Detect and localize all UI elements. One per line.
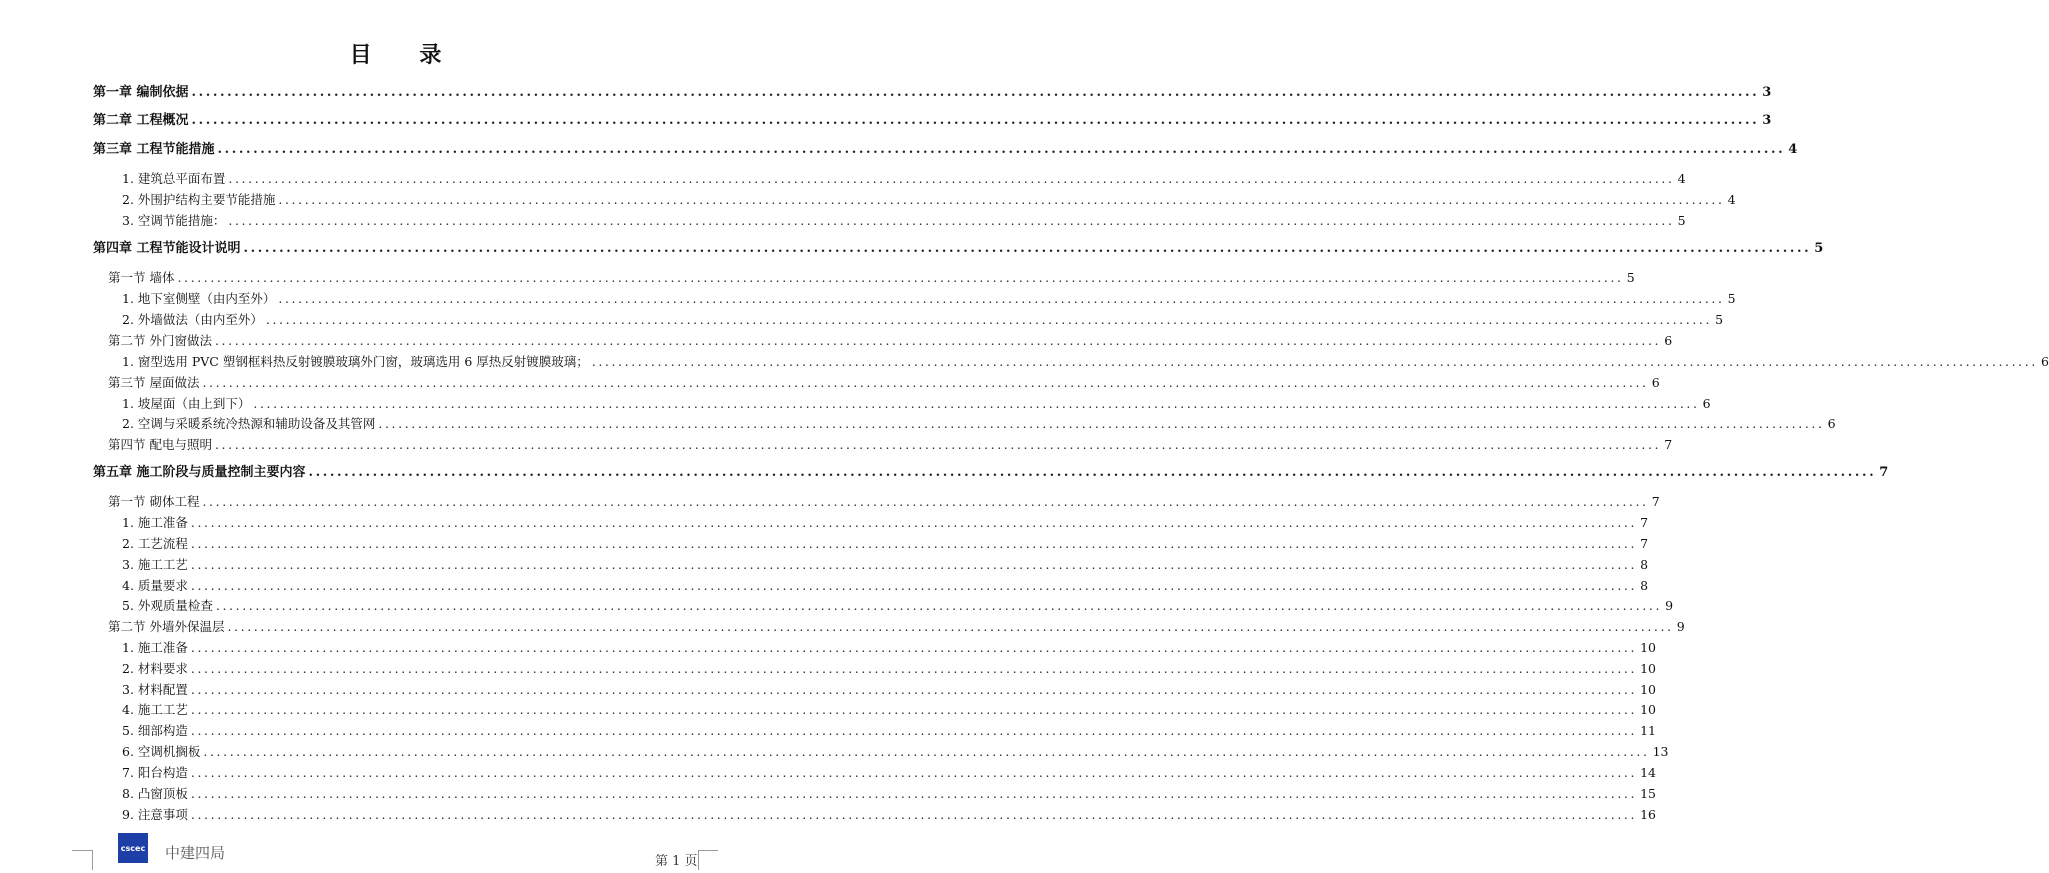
toc-entry-page: 14 (1640, 765, 1656, 780)
toc-entry-label: 第四节 配电与照明 (108, 437, 212, 452)
toc-entry-page: 6 (1651, 375, 1660, 390)
toc-leader-dots: ............................................................................................................................................................................................................................ (202, 375, 1649, 390)
toc-entry-label: 第三节 屋面做法 (108, 375, 200, 390)
toc-leader-dots: ............................................................................................................................................................................................................................ (228, 213, 1675, 228)
toc-entry[interactable] (93, 240, 1824, 258)
toc-entry[interactable] (122, 701, 1656, 719)
toc-entry[interactable] (122, 639, 1656, 657)
toc-entry-label: 2. 工艺流程 (122, 536, 188, 551)
toc-leader-dots: ............................................................................................................................................................................................................................ (190, 807, 1638, 822)
toc-entry[interactable] (93, 112, 1772, 130)
toc-entry-label: 第三章 工程节能措施 (93, 142, 215, 157)
toc-entry[interactable] (122, 660, 1656, 678)
toc-entry-label: 第四章 工程节能设计说明 (93, 241, 241, 256)
toc-entry[interactable] (122, 681, 1656, 699)
toc-leader-dots: ............................................................................................................................................................................................................................ (227, 619, 1674, 634)
toc-entry[interactable] (122, 722, 1656, 740)
toc-entry[interactable] (122, 395, 1711, 413)
toc-leader-dots: ............................................................................................................................................................................................................................ (217, 142, 1786, 157)
toc-leader-dots: ............................................................................................................................................................................................................................ (177, 270, 1624, 285)
toc-entry-label: 2. 外墙做法（由内至外） (122, 312, 263, 327)
toc-entry-page: 7 (1651, 494, 1660, 509)
toc-entry[interactable] (122, 597, 1674, 615)
toc-entry-label: 2. 空调与采暖系统冷热源和辅助设备及其管网 (122, 416, 376, 431)
toc-entry-page: 10 (1640, 702, 1656, 717)
toc-entry-label: 1. 坡屋面（由上到下） (122, 396, 251, 411)
toc-entry-page: 7 (1879, 465, 1889, 480)
toc-entry-page: 9 (1676, 619, 1685, 634)
toc-leader-dots: ............................................................................................................................................................................................................................ (190, 557, 1638, 572)
toc-entry[interactable] (93, 84, 1772, 102)
crop-mark (72, 850, 92, 851)
company-name: 中建四局 (165, 844, 226, 862)
toc-entry[interactable] (122, 311, 1724, 329)
toc-entry[interactable] (122, 415, 1836, 433)
toc-entry-label: 5. 外观质量检查 (122, 598, 213, 613)
toc-entry-page: 5 (1715, 312, 1724, 327)
toc-leader-dots: ............................................................................................................................................................................................................................ (214, 437, 1662, 452)
toc-entry-page: 5 (1677, 213, 1686, 228)
toc-entry-page: 7 (1640, 515, 1649, 530)
toc-entry[interactable] (122, 191, 1736, 209)
toc-entry[interactable] (93, 141, 1798, 159)
toc-entry[interactable] (122, 212, 1686, 230)
toc-leader-dots: ............................................................................................................................................................................................................................ (190, 661, 1638, 676)
toc-entry[interactable] (122, 353, 2049, 371)
crop-mark (92, 850, 93, 870)
toc-leader-dots: ............................................................................................................................................................................................................................ (203, 744, 1650, 759)
toc-leader-dots: ............................................................................................................................................................................................................................ (308, 465, 1877, 480)
toc-entry-label: 3. 空调节能措施： (122, 213, 226, 228)
toc-entry-page: 4 (1727, 192, 1736, 207)
page-number: 第 1 页 (655, 854, 698, 869)
toc-entry-label: 2. 外围护结构主要节能措施 (122, 192, 276, 207)
toc-leader-dots: ............................................................................................................................................................................................................................ (278, 192, 1725, 207)
toc-entry[interactable] (108, 436, 1673, 454)
toc-entry-page: 6 (1664, 333, 1673, 348)
toc-leader-dots: ............................................................................................................................................................................................................................ (253, 396, 1700, 411)
toc-entry[interactable] (108, 332, 1673, 350)
toc-leader-dots: ............................................................................................................................................................................................................................ (378, 416, 1825, 431)
toc-entry-label: 4. 质量要求 (122, 578, 188, 593)
toc-entry-label: 9. 注意事项 (122, 807, 188, 822)
toc-leader-dots: ............................................................................................................................................................................................................................ (190, 515, 1638, 530)
toc-entry-label: 3. 施工工艺 (122, 557, 188, 572)
toc-leader-dots: ............................................................................................................................................................................................................................ (265, 312, 1713, 327)
toc-entry[interactable] (108, 374, 1660, 392)
toc-leader-dots: ............................................................................................................................................................................................................................ (215, 598, 1663, 613)
toc-entry-label: 6. 空调机搁板 (122, 744, 201, 759)
toc-leader-dots: ............................................................................................................................................................................................................................ (214, 333, 1662, 348)
toc-entry-label: 2. 材料要求 (122, 661, 188, 676)
crop-mark (698, 850, 718, 851)
toc-entry-label: 1. 施工准备 (122, 640, 188, 655)
toc-entry-label: 5. 细部构造 (122, 723, 188, 738)
toc-entry-label: 第二章 工程概况 (93, 113, 189, 128)
toc-entry-label: 4. 施工工艺 (122, 702, 188, 717)
toc-entry-page: 5 (1727, 291, 1736, 306)
toc-entry-page: 10 (1640, 661, 1656, 676)
toc-entry-page: 6 (1702, 396, 1711, 411)
toc-entry-page: 8 (1640, 557, 1649, 572)
toc-entry-page: 6 (2040, 354, 2049, 369)
toc-leader-dots: ............................................................................................................................................................................................................................ (190, 723, 1638, 738)
toc-entry-label: 1. 建筑总平面布置 (122, 171, 226, 186)
toc-entry-page: 11 (1640, 723, 1656, 738)
toc-entry[interactable] (122, 764, 1656, 782)
logo-text: cscec (120, 843, 146, 853)
toc-entry-label: 1. 地下室侧壁（由内至外） (122, 291, 276, 306)
toc-entry-page: 6 (1827, 416, 1836, 431)
toc-leader-dots: ............................................................................................................................................................................................................................ (591, 354, 2038, 369)
toc-leader-dots: ............................................................................................................................................................................................................................ (191, 85, 1760, 100)
toc-entry-page: 7 (1664, 437, 1673, 452)
toc-entry[interactable] (108, 269, 1635, 287)
toc-entry-page: 3 (1762, 113, 1772, 128)
toc-entry-label: 第一节 砌体工程 (108, 494, 200, 509)
toc-entry[interactable] (122, 556, 1649, 574)
toc-entry-page: 3 (1762, 85, 1772, 100)
toc-entry-label: 1. 窗型选用 PVC 塑钢框料热反射镀膜玻璃外门窗，玻璃选用 6 厚热反射镀膜玻璃； (122, 354, 589, 369)
toc-entry-page: 9 (1665, 598, 1674, 613)
toc-entry[interactable] (93, 464, 1889, 482)
toc-entry-label: 3. 材料配置 (122, 682, 188, 697)
toc-entry-label: 第一节 墙体 (108, 270, 175, 285)
toc-entry-page: 10 (1640, 640, 1656, 655)
toc-entry-page: 5 (1814, 241, 1824, 256)
toc-leader-dots: ............................................................................................................................................................................................................................ (190, 640, 1638, 655)
toc-title: 目 录 (349, 42, 462, 68)
toc-entry-label: 1. 施工准备 (122, 515, 188, 530)
crop-mark (698, 850, 699, 870)
toc-leader-dots: ............................................................................................................................................................................................................................ (190, 702, 1638, 717)
toc-leader-dots: ............................................................................................................................................................................................................................ (190, 536, 1638, 551)
toc-entry-page: 4 (1788, 142, 1798, 157)
toc-entry-page: 16 (1640, 807, 1656, 822)
toc-leader-dots: ............................................................................................................................................................................................................................ (191, 113, 1760, 128)
toc-leader-dots: ............................................................................................................................................................................................................................ (228, 171, 1675, 186)
toc-leader-dots: ............................................................................................................................................................................................................................ (190, 765, 1638, 780)
toc-leader-dots: ............................................................................................................................................................................................................................ (202, 494, 1649, 509)
toc-leader-dots: ............................................................................................................................................................................................................................ (278, 291, 1725, 306)
toc-entry-page: 13 (1652, 744, 1669, 759)
toc-entry[interactable] (108, 618, 1685, 636)
toc-entry-page: 8 (1640, 578, 1649, 593)
toc-entry-page: 15 (1640, 786, 1656, 801)
toc-entry[interactable] (122, 806, 1656, 824)
toc-entry-page: 4 (1677, 171, 1686, 186)
toc-leader-dots: ............................................................................................................................................................................................................................ (243, 241, 1812, 256)
toc-entry[interactable] (108, 493, 1660, 511)
toc-entry-label: 第五章 施工阶段与质量控制主要内容 (93, 465, 306, 480)
toc-entry-label: 7. 阳台构造 (122, 765, 188, 780)
toc-entry-page: 10 (1640, 682, 1656, 697)
toc-entry-label: 第一章 编制依据 (93, 85, 189, 100)
toc-entry[interactable] (122, 785, 1656, 803)
toc-entry-label: 第二节 外门窗做法 (108, 333, 212, 348)
toc-entry[interactable] (122, 743, 1669, 761)
toc-entry[interactable] (122, 577, 1649, 595)
toc-entry[interactable] (122, 535, 1649, 553)
toc-entry[interactable] (122, 514, 1649, 532)
toc-entry-page: 7 (1640, 536, 1649, 551)
toc-leader-dots: ............................................................................................................................................................................................................................ (190, 682, 1638, 697)
toc-entry[interactable] (122, 170, 1686, 188)
toc-entry[interactable] (122, 290, 1736, 308)
toc-entry-label: 第二节 外墙外保温层 (108, 619, 225, 634)
company-logo (118, 833, 148, 863)
toc-entry-page: 5 (1626, 270, 1635, 285)
toc-leader-dots: ............................................................................................................................................................................................................................ (190, 578, 1638, 593)
toc-entry-label: 8. 凸窗顶板 (122, 786, 188, 801)
toc-leader-dots: ............................................................................................................................................................................................................................ (190, 786, 1638, 801)
